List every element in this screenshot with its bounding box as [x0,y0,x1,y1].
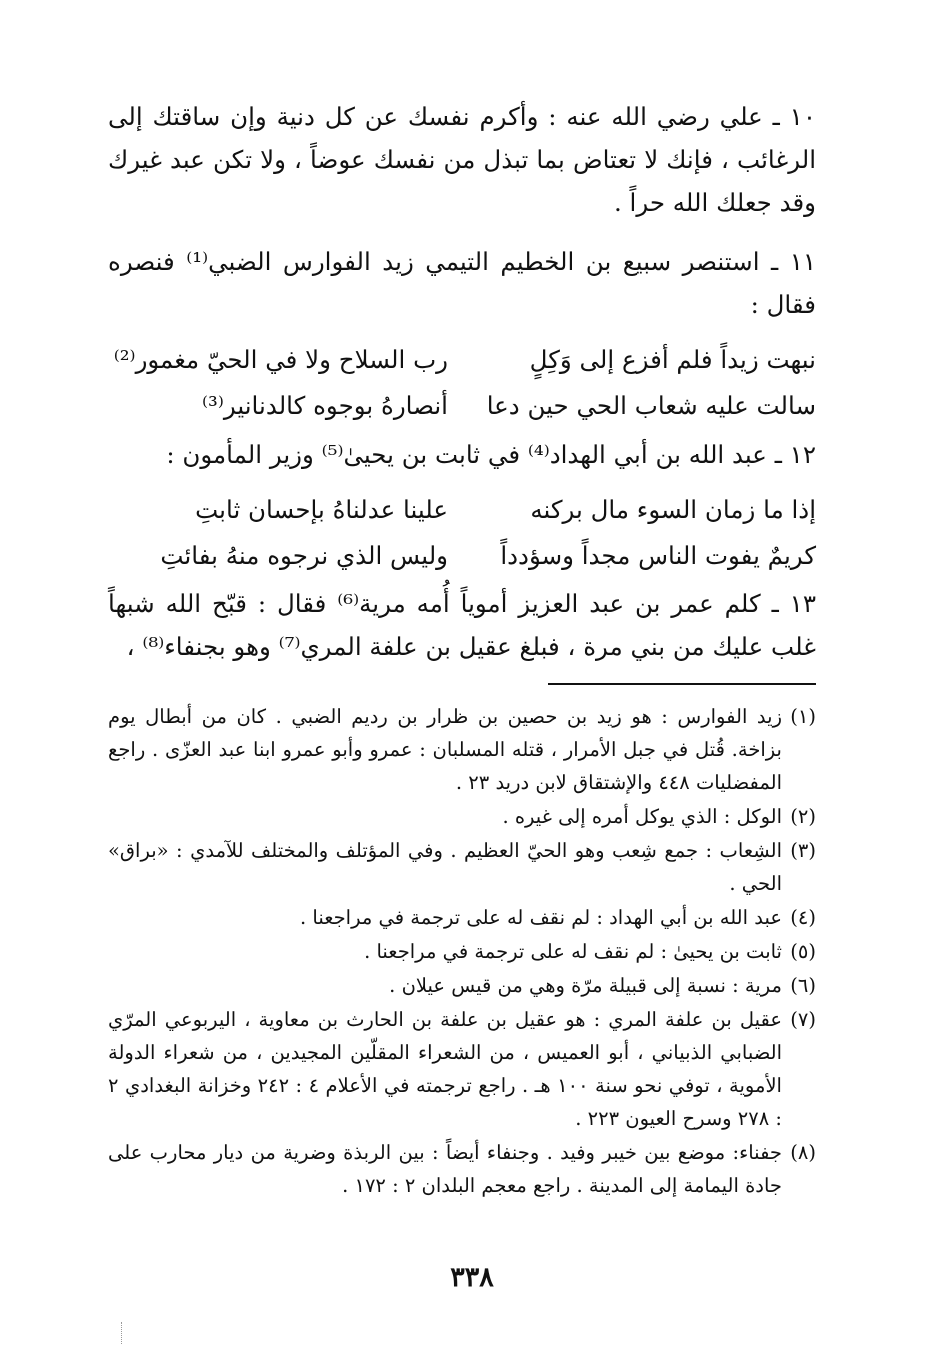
footnote-text: عبد الله بن أبي الهداد : لم نقف له على ترجمة في مراجعنا . [299,906,782,929]
verse-first-hemistich: إذا ما زمان السوء مال بركنه [530,494,816,524]
poem-2 [108,486,816,578]
footnote [108,1003,816,1135]
paragraph-11: ١١ ـ استنصر سبيع بن الخطيم التيمي زيد الفوارس الضبي⁽¹⁾ فنصره فقال : [108,247,817,319]
footnote-text: جفناء: موضع بين خيبر وفيد . وجنفاء أيضاً : بين الربذة وضرية من ديار محارب على جادة اليمامة إلى المدينة . راجع معجم البلدان ٢ : ١٧٢ . [108,1141,782,1197]
verse-second-hemistich: علينا عدلناهُ بإحسان ثابتِ [195,494,448,524]
verse-second-hemistich: أنصارهُ بوجوه كالدنانير⁽³⁾ [201,390,448,420]
footnote [108,800,816,833]
footnote-number: (٥) [790,940,816,963]
footnote-text: ثابت بن يحيىٰ : لم نقف له على ترجمة في مراجعنا . [364,940,782,963]
footnote [108,935,816,968]
footnote [108,969,816,1002]
paragraph-13: ١٣ ـ كلم عمر بن عبد العزيز أموياً أُمه مرية⁽⁶⁾ فقال : قبّح الله شبهاً غلب عليك من بني مرة ، فبلغ عقيل بن علفة المري⁽⁷⁾ وهو بجنفاء⁽⁸⁾ ، [108,589,816,661]
verse-line [108,532,816,578]
verse-line [108,382,816,428]
footnote-text: الشِعاب : جمع شِعب وهو الحيّ العظيم . وفي المؤتلف والمختلف للآمدي : «براق» الحي . [108,839,782,895]
footnote-number: (٣) [790,839,816,862]
footnote-number: (٨) [790,1141,816,1164]
footnote [108,834,816,900]
footnote-number: (٦) [790,974,816,997]
verse-second-hemistich: رب السلاح ولا في الحيّ مغمور⁽²⁾ [113,344,448,374]
footnote-separator [548,683,816,685]
verse-first-hemistich: كريمٌ يفوت الناس مجداً وسؤدداً [500,540,816,570]
footnote-number: (١) [790,705,816,728]
verse-second-hemistich: وليس الذي نرجوه منهُ بفائتِ [160,540,448,570]
footnote [108,700,816,799]
footnote-text: زيد الفوارس : هو زيد بن حصين بن ظرار بن رديم الضبي . كان من أبطال يوم بزاخة. قُتل في جبل الأمرار ، قتله المسلبان : عمرو وأبو عمرو ابنا عبد العزّى . راجع المفضليات ٤٤٨ والإشتقاق لابن دريد ٢٣ . [108,705,782,794]
footnote [108,901,816,934]
footnotes [108,700,816,1203]
verse-line [108,486,816,532]
footnote-number: (٢) [790,805,816,828]
footnote-text: الوكل : الذي يوكل أمره إلى غيره . [502,805,782,828]
verse-line [108,336,816,382]
footnote [108,1136,816,1202]
footnote-text: مرية : نسبة إلى قبيلة مرّة وهي من قيس عيلان . [389,974,782,997]
page-number: ٣٣٨ [450,1262,494,1293]
verse-first-hemistich: سالت عليه شعاب الحي حين دعا [486,390,816,420]
footnote-text: عقيل بن علفة المري : هو عقيل بن علفة بن الحارث بن معاوية ، اليربوعي المرّي الضبابي الذبياني ، أبو العميس ، من الشعراء المقلّين المجيدين ، من شعراء الدولة الأموية ، توفي نحو سنة ١٠٠ هـ . راجع ترجمته في الأعلام ٤ : ٢٤٢ وخزانة البغدادي ٢ : ٢٧٨ وسرح العيون ٢٢٣ . [108,1008,782,1130]
footnote-number: (٧) [790,1008,816,1031]
poem-1 [108,336,816,428]
footnote-number: (٤) [790,906,816,929]
paragraph-12: ١٢ ـ عبد الله بن أبي الهداد⁽⁴⁾ في ثابت بن يحيىٰ⁽⁵⁾ وزير المأمون : [166,440,816,469]
paragraph-10: ١٠ ـ علي رضي الله عنه : وأكرم نفسك عن كل دنية وإن ساقتك إلى الرغائب ، فإنك لا تعتاض بما تبذل من نفسك عوضاً ، ولا تكن عبد غيرك وقد جعلك الله حراً . [108,102,816,217]
verse-first-hemistich: نبهت زيداً فلم أفزع إلى وَكِلٍ [529,344,816,374]
scan-margin-mark [121,1322,124,1344]
